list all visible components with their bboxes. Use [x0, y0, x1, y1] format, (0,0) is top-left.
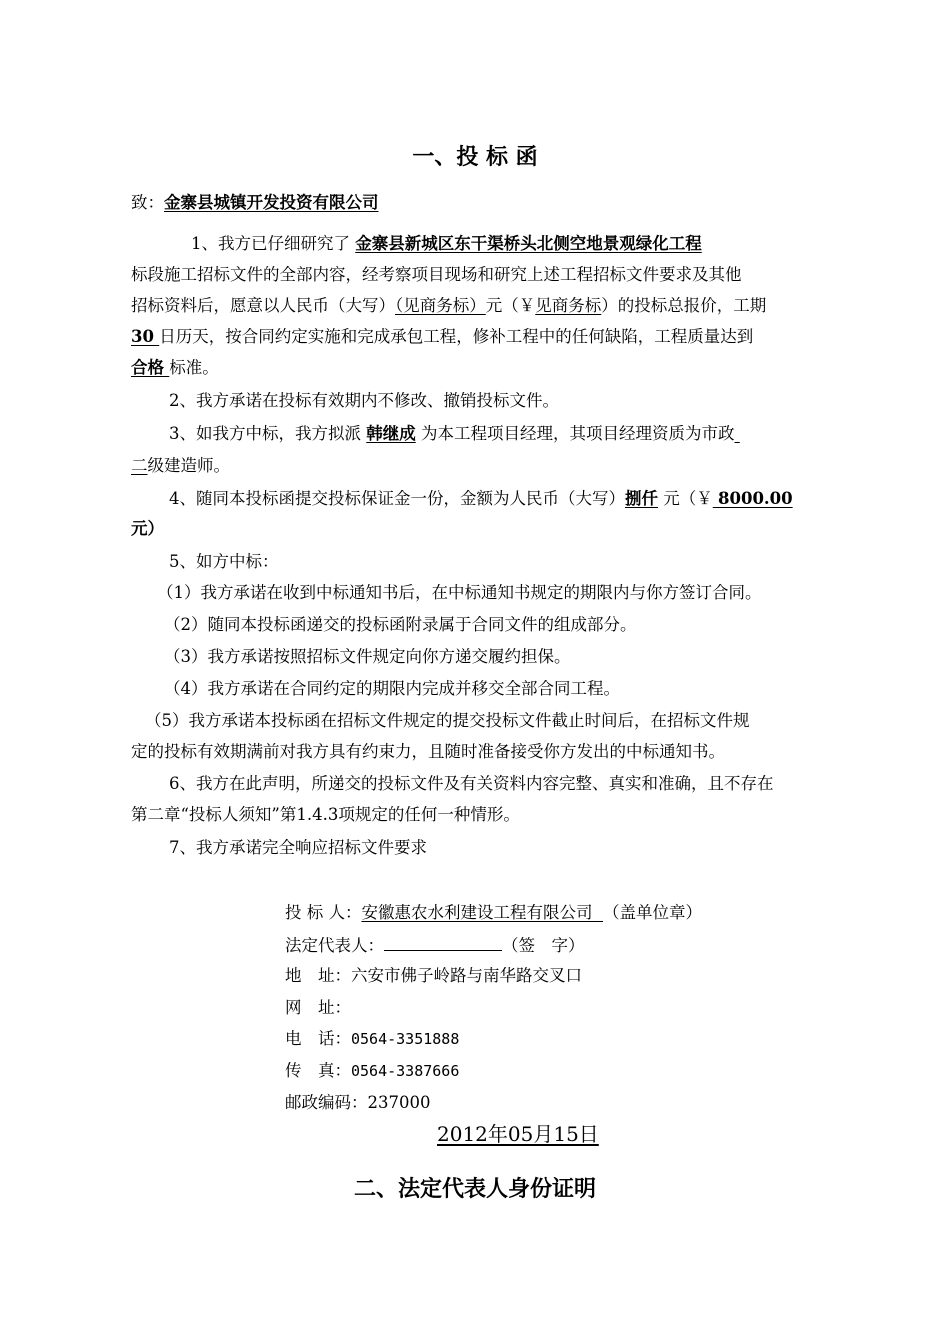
para5-item1: （1）我方承诺在收到中标通知书后，在中标通知书规定的期限内与你方签订合同。 [157, 583, 762, 602]
para1-line1: 1、我方已仔细研究了 金寨县新城区东干渠桥头北侧空地景观绿化工程 [191, 234, 702, 253]
letter-title: 一、投 标 函 [412, 145, 538, 170]
address-line: 地 址：六安市佛子岭路与南华路交叉口 [285, 966, 582, 985]
next-section-title: 二、法定代表人身份证明 [353, 1177, 596, 1202]
project-manager: 韩继成 [366, 424, 416, 443]
fax-line: 传 真：0564-3387666 [285, 1061, 460, 1080]
telephone-line: 电 话：0564-3351888 [285, 1029, 460, 1048]
bond-amount-words: 捌仟 [625, 489, 658, 508]
para1-line5: 合格 标准。 [131, 358, 219, 377]
project-name: 金寨县新城区东干渠桥头北侧空地景观绿化工程 [355, 234, 702, 253]
para5-item5-line2: 定的投标有效期满前对我方具有约束力，且随时准备接受你方发出的中标通知书。 [131, 742, 725, 761]
price-words: （见商务标） [395, 296, 486, 315]
bond-amount-number: 8000.00 [718, 489, 793, 508]
para4-line1: 4、随同本投标函提交投标保证金一份，金额为人民币（大写）捌仟 元（￥ 8000.00 [169, 489, 793, 508]
bidder-line: 投 标 人：安徽惠农水利建设工程有限公司 （盖单位章） [285, 903, 702, 922]
para6-line1: 6、我方在此声明，所递交的投标文件及有关资料内容完整、真实和准确，且不存在 [169, 774, 774, 793]
para5-item4: （4）我方承诺在合同约定的期限内完成并移交全部合同工程。 [164, 679, 620, 698]
tenderee-name: 金寨县城镇开发投资有限公司 [164, 193, 379, 212]
legal-rep-line: 法定代表人： （签 字） [285, 936, 585, 955]
signature-blank [384, 935, 502, 951]
para2: 2、我方承诺在投标有效期内不修改、撤销投标文件。 [169, 391, 559, 410]
para4-line2: 元） [131, 519, 164, 538]
price-number: 见商务标 [535, 296, 602, 315]
qualification-grade: 二 [131, 456, 148, 475]
website-line: 网 址： [285, 998, 351, 1017]
para3-line1: 3、如我方中标，我方拟派 韩继成 为本工程项目经理，其项目经理资质为市政 [169, 424, 735, 443]
para1-line4: 30 日历天，按合同约定实施和完成承包工程，修补工程中的任何缺陷，工程质量达到 [131, 327, 754, 346]
para5-item3: （3）我方承诺按照招标文件规定向你方递交履约担保。 [164, 647, 571, 666]
date: 2012年05月15日 [437, 1122, 599, 1146]
addressee-line [131, 193, 841, 213]
quality-grade: 合格 [131, 358, 164, 377]
para1-line3: 招标资料后，愿意以人民币（大写）（见商务标）元（￥见商务标）的投标总报价，工期 [131, 296, 767, 315]
para6-line2: 第二章“投标人须知”第1.4.3项规定的任何一种情形。 [131, 805, 520, 824]
zipcode: 237000 [367, 1093, 431, 1112]
para5-item5-line1: （5）我方承诺本投标函在招标文件规定的提交投标文件截止时间后，在招标文件规 [145, 711, 750, 730]
para7: 7、我方承诺完全响应招标文件要求 [169, 838, 427, 857]
duration-days: 30 [131, 327, 154, 346]
para1-line2: 标段施工招标文件的全部内容，经考察项目现场和研究上述工程招标文件要求及其他 [131, 265, 742, 284]
para5-item2: （2）随同本投标函递交的投标函附录属于合同文件的组成部分。 [164, 615, 637, 634]
to-label: 致： [131, 193, 164, 212]
para5: 5、如方中标： [169, 552, 279, 571]
zipcode-line: 邮政编码：237000 [285, 1093, 431, 1112]
telephone: 0564-3351888 [351, 1030, 460, 1048]
para3-line2: 二级建造师。 [131, 456, 230, 475]
address: 六安市佛子岭路与南华路交叉口 [351, 966, 582, 985]
fax: 0564-3387666 [351, 1062, 460, 1080]
bidder-name: 安徽惠农水利建设工程有限公司 [361, 903, 593, 922]
